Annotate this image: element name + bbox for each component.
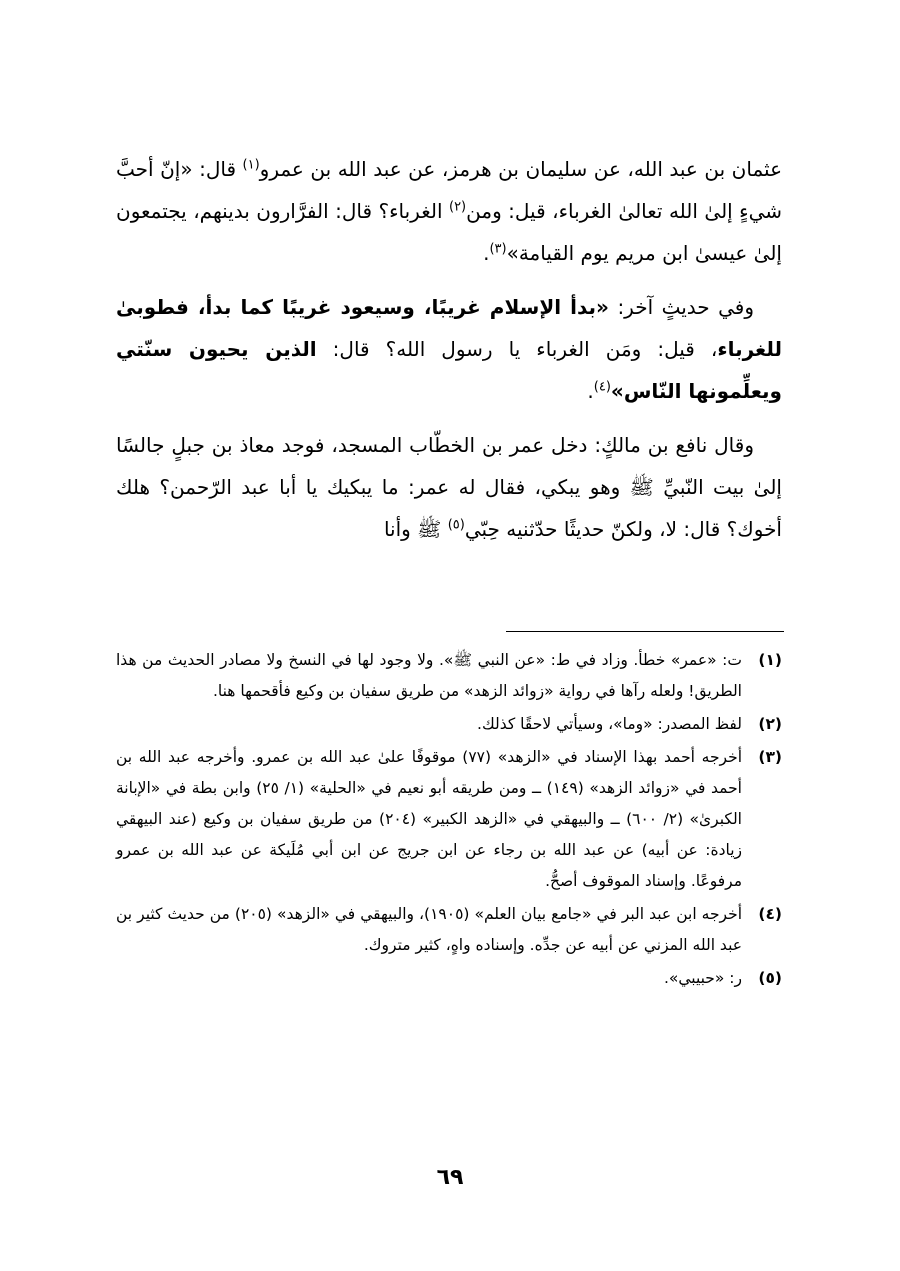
- paragraph-1: [116, 148, 782, 274]
- footnote-text: أخرجه ابن عبد البر في «جامع بيان العلم» (١٩٠٥)، والبيهقي في «الزهد» (٢٠٥) من حديث كثير بن عبد الله المزني عن أبيه عن جدِّه. وإسناده واهٍ، كثير متروك.: [116, 905, 742, 954]
- footnote-ref-4[interactable]: (٤): [593, 379, 611, 395]
- footnote-number: (٤): [758, 905, 782, 923]
- footnote-4: [116, 899, 782, 961]
- footnote-ref-2[interactable]: (٢): [448, 199, 467, 215]
- paragraph-1-text-a: عثمان بن عبد الله، عن سليمان بن هرمز، عن عبد الله بن عمرو: [259, 157, 782, 181]
- footnote-number: (٢): [758, 715, 782, 733]
- paragraph-1-text-b: قال: «إنّ أحبَّ شيءٍ إلىٰ الله تعالىٰ الغرباء، قيل: ومن: [116, 157, 783, 223]
- paragraph-3-text-b: ﷺ وأنا: [383, 517, 448, 541]
- paragraph-2-text-c: .: [587, 379, 594, 403]
- footnote-text: لفظ المصدر: «وما»، وسيأتي لاحقًا كذلك.: [477, 715, 742, 733]
- footnote-text: ت: «عمر» خطأ. وزاد في ط: «عن النبي ﷺ». ولا وجود لها في النسخ ولا مصادر الحديث من هذا الطريق! ولعله رآها في رواية «زوائد الزهد» من طريق سفيان بن وكيع فأقحمها هنا.: [116, 651, 742, 700]
- footnote-separator: [506, 631, 784, 632]
- paragraph-1-text-c: الغرباء؟ قال: الفرَّارون بدينهم، يجتمعون إلىٰ عيسىٰ ابن مريم يوم القيامة»: [116, 199, 782, 265]
- paragraph-3-text-a: وقال نافع بن مالكٍ: دخل عمر بن الخطّاب المسجد، فوجد معاذ بن جبلٍ جالسًا إلىٰ بيت النّبيِّ ﷺ وهو يبكي، فقال له عمر: ما يبكيك يا أبا عبد الرّحمن؟ هلك أخوك؟ قال: لا، ولكنّ حديثًا حدّثنيه حِبّي: [116, 433, 782, 541]
- hadith-quote-a: «بدأ الإسلام غريبًا، وسيعود غريبًا كما بدأ، فطوبىٰ للغرباء: [116, 295, 782, 361]
- hadith-quote-b: الذين يحيون سنّتي ويعلِّمونها النّاس»: [116, 337, 782, 403]
- paragraph-2-text-a: وفي حديثٍ آخر:: [608, 295, 754, 319]
- paragraph-2-text-b: ، قيل: ومَن الغرباء يا رسول الله؟ قال:: [316, 337, 718, 361]
- footnote-number: (٣): [758, 748, 782, 766]
- footnote-ref-5[interactable]: (٥): [447, 517, 465, 533]
- footnote-text: ر: «حبيبي».: [663, 969, 742, 987]
- paragraph-1-text-d: .: [483, 241, 490, 265]
- footnote-number: (١): [758, 651, 782, 669]
- paragraph-3: [116, 424, 782, 550]
- footnote-3: [116, 742, 782, 897]
- footnote-ref-3[interactable]: (٣): [489, 241, 507, 257]
- main-text: [116, 148, 782, 562]
- footnote-5: [116, 963, 782, 994]
- footnote-text: أخرجه أحمد بهذا الإسناد في «الزهد» (٧٧) موقوفًا علىٰ عبد الله بن عمرو. وأخرجه عبد الله بن أحمد في «زوائد الزهد» (١٤٩) ــ ومن طريقه أبو نعيم في «الحلية» (١/ ٢٥) وابن بطة في «الإبانة الكبرىٰ» (٢/ ٦٠٠) ــ والبيهقي في «الزهد الكبير» (٢٠٤) من طريق سفيان بن وكيع (عند البيهقي زيادة: عن أبيه) عن عبد الله بن رجاء عن ابن جريج عن ابن أبي مُلَيكة عن عبد الله بن عمرو مرفوعًا. وإسناد الموقوف أصحُّ.: [116, 748, 742, 890]
- paragraph-2: [116, 286, 782, 412]
- page-number: ٦٩: [436, 1165, 464, 1190]
- footnote-number: (٥): [758, 969, 782, 987]
- footnote-2: [116, 709, 782, 740]
- footnotes: [116, 645, 782, 996]
- footnote-1: [116, 645, 782, 707]
- footnote-ref-1[interactable]: (١): [242, 157, 260, 173]
